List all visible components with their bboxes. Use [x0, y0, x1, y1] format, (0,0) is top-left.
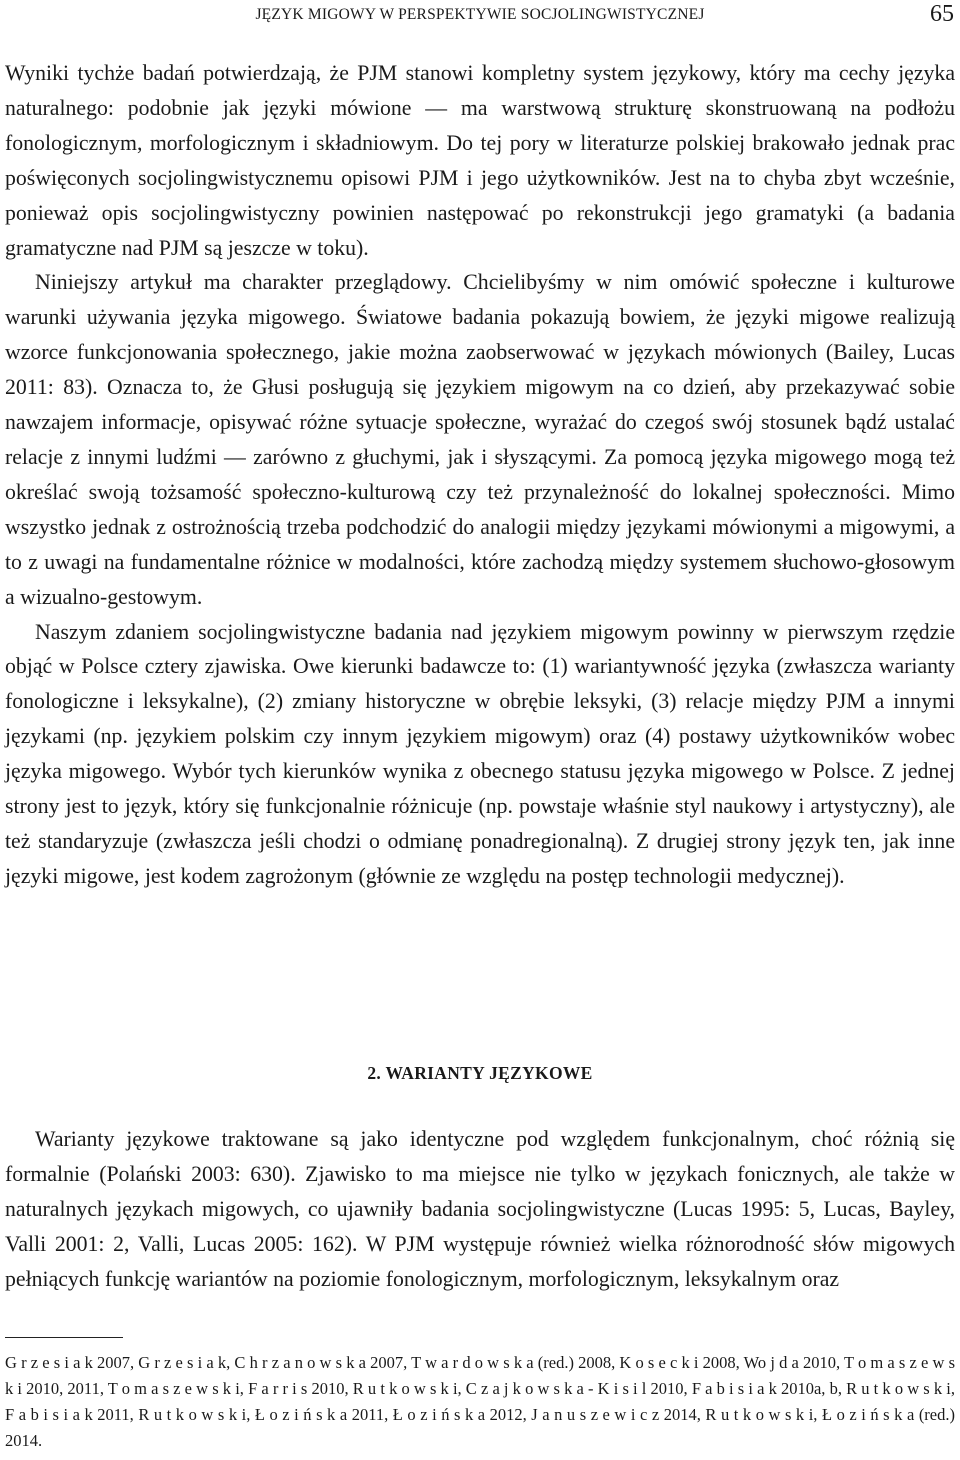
section-paragraph: Warianty językowe traktowane są jako identyczne pod względem funkcjonalnym, choć różnią się formalnie (Polański 2003: 630). Zjawisko to ma miejsce nie tylko w językach fonicznych, ale także w naturalnych językach migowych, co ujawniły badania socjolingwistyczne (Lucas 1995: 5, Lucas, Bayley, Valli 2001: 2, Valli, Lucas 2005: 162). W PJM występuje również wielka różnorodność słów migowych pełniących funkcję wariantów na poziomie fonologicznym, morfologicznym, leksykalnym oraz	[5, 1127, 955, 1291]
paragraph-1: Wyniki tychże badań potwierdzają, że PJM stanowi kompletny system językowy, który ma cechy języka naturalnego: podobnie jak języki mówione — ma warstwową strukturę skonstruowaną na podłożu fonologicznym, morfologicznym i składniowym. Do tej pory w literaturze polskiej brakowało jednak prac poświęconych socjolingwistycznemu opisowi PJM i jego użytkowników. Jest na to chyba zbyt wcześnie, ponieważ opis socjolingwistyczny powinien następować po rekonstrukcji jego gramatyki (a badania gramatyczne nad PJM są jeszcze w toku).	[5, 61, 955, 260]
running-title: JĘZYK MIGOWY W PERSPEKTYWIE SOCJOLINGWISTYCZNEJ	[255, 6, 705, 23]
footnote-text: G r z e s i a k 2007, G r z e s i a k, C h r z a n o w s k a 2007, T w a r d o w s k a (red.) 2008, K o s e c k i 2008, Wo j d a 2010, T o m a s z e w s k i 2010, 2011, T o m a s z e w s k i, F a r r i s 2010, R u t k o w s k i, C z a j k o w s k a - K i s i l 2010, F a b i s i a k 2010a, b, R u t k o w s k i, F a b i s i a k 2011, R u t k o w s k i, Ł o z i ń s k a 2011, Ł o z i ń s k a 2012, J a n u s z e w i c z 2014, R u t k o w s k i, Ł o z i ń s k a (red.) 2014.	[5, 1353, 955, 1450]
running-head	[0, 2, 960, 30]
footnote-divider	[5, 1337, 123, 1338]
page-number: 65	[930, 1, 954, 27]
body-text	[5, 56, 955, 894]
paragraph-2: Niniejszy artykuł ma charakter przeglądowy. Chcielibyśmy w nim omówić społeczne i kulturowe warunki używania języka migowego. Światowe badania pokazują bowiem, że języki migowe realizują wzorce funkcjonowania społecznego, jakie można zaobserwować w językach mówionych (Bailey, Lucas 2011: 83). Oznacza to, że Głusi posługują się językiem migowym na co dzień, aby przekazywać sobie nawzajem informacje, opisywać różne sytuacje społeczne, wyrażać do czegoś swój stosunek bądź ustalać relacje z innymi ludźmi — zarówno z głuchymi, jak i słyszącymi. Za pomocą języka migowego mogą też określać swoją tożsamość społeczno-kulturową czy też przynależność do lokalnej społeczności. Mimo wszystko jednak z ostrożnością trzeba podchodzić do analogii między językami mówionymi a migowymi, a to z uwagi na fundamentalne różnice w modalności, które zachodzą między systemem słuchowo-głosowym a wizualno-gestowym.	[5, 270, 955, 609]
paragraph-3: Naszym zdaniem socjolingwistyczne badania nad językiem migowym powinny w pierwszym rzędzie objąć w Polsce cztery zjawiska. Owe kierunki badawcze to: (1) wariantywność języka (zwłaszcza warianty fonologiczne i leksykalne), (2) zmiany historyczne w obrębie leksyki, (3) relacje między PJM a innymi językami (np. językiem polskim czy innym językiem migowym) oraz (4) postawy użytkowników wobec języka migowego. Wybór tych kierunków wynika z obecnego statusu języka migowego w Polsce. Z jednej strony jest to język, który się funkcjonalnie różnicuje (np. powstaje właśnie styl naukowy i artystyczny), ale też standaryzuje (zwłaszcza jeśli chodzi o odmianę ponadregionalną). Z drugiej strony język ten, jak inne języki migowe, jest kodem zagrożonym (głównie ze względu na postęp technologii medycznej).	[5, 619, 955, 888]
section-heading: 2. WARIANTY JĘZYKOWE	[367, 1063, 593, 1083]
